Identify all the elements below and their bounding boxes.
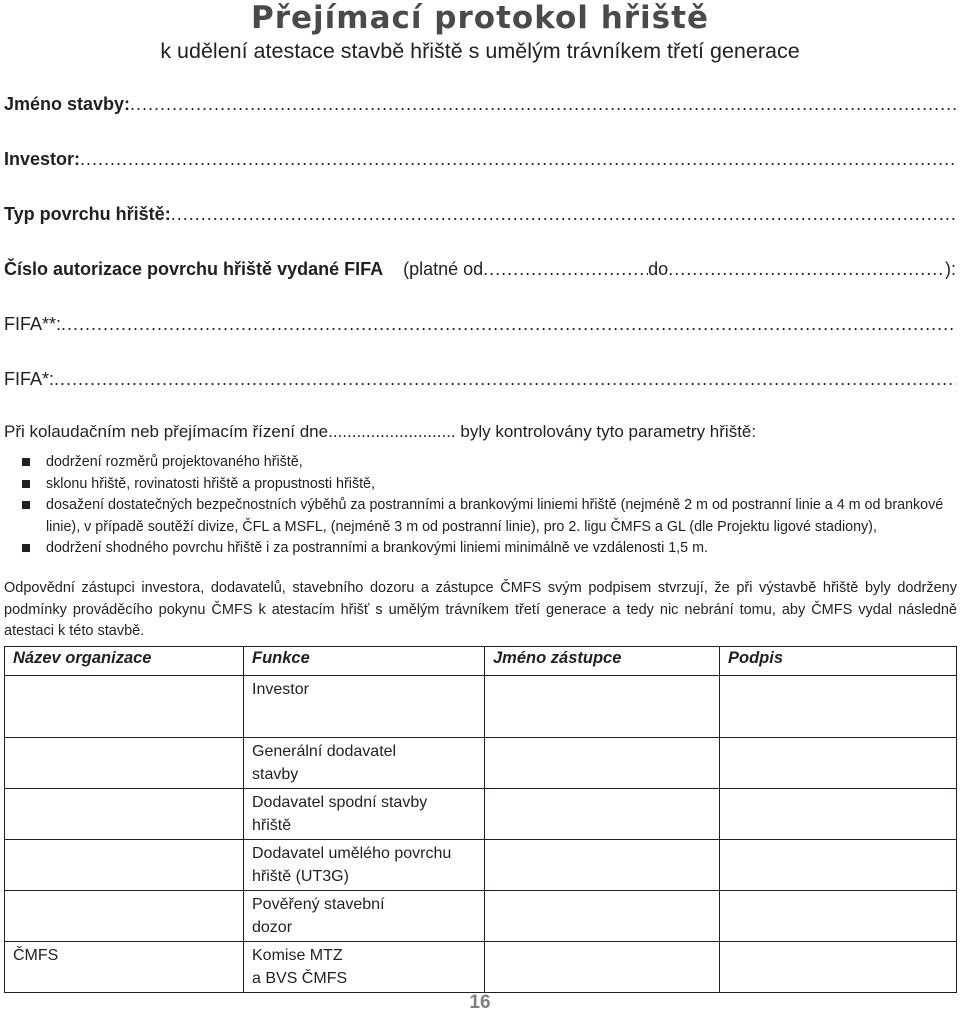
- cell-jmeno[interactable]: [485, 891, 720, 942]
- cell-podpis[interactable]: [720, 840, 957, 891]
- intro-sentence: [4, 420, 756, 444]
- table-row: [5, 738, 957, 789]
- cell-funkce: Dodavatel umělého povrchu hřiště (UT3G): [244, 840, 485, 891]
- table-row: [5, 676, 957, 738]
- col-header-jmeno: Jméno zástupce: [485, 647, 720, 676]
- field-typ-povrchu[interactable]: [4, 202, 956, 226]
- field-do-dots[interactable]: [668, 257, 945, 281]
- field-fifa1-dots[interactable]: [54, 367, 956, 391]
- list-item: dodržení shodného povrchu hřiště i za postranními a brankovými liniemi minimálně ve vzdálenosti 1,5 m.: [22, 538, 952, 560]
- field-platne-od-dots[interactable]: [483, 257, 648, 281]
- cell-podpis[interactable]: [720, 942, 957, 993]
- field-cislo-label: Číslo autorizace povrchu hřiště vydané FIFA: [4, 259, 384, 279]
- cell-funkce: Komise MTZ a BVS ČMFS: [244, 942, 485, 993]
- table-row: [5, 942, 957, 993]
- intro-date-dots[interactable]: ...........................: [328, 422, 456, 441]
- cell-funkce: Generální dodavatel stavby: [244, 738, 485, 789]
- table-row: [5, 891, 957, 942]
- page-title: Přejímací protokol hřiště: [251, 0, 709, 36]
- parameter-list: [22, 452, 952, 560]
- field-end-colon: :: [950, 259, 956, 279]
- table-row: [5, 789, 957, 840]
- table-header-row: [5, 647, 957, 676]
- cell-podpis[interactable]: [720, 738, 957, 789]
- square-bullet-icon: [22, 501, 30, 509]
- list-item: dodržení rozměrů projektovaného hřiště,: [22, 452, 952, 474]
- field-typ-dots[interactable]: [171, 202, 956, 226]
- field-fifa2-label: FIFA**:: [4, 314, 62, 334]
- cell-jmeno[interactable]: [485, 676, 720, 738]
- field-investor-dots[interactable]: [80, 147, 956, 171]
- list-item: sklonu hřiště, rovinatosti hřiště a propustnosti hřiště,: [22, 474, 952, 496]
- field-investor[interactable]: [4, 147, 956, 171]
- field-fifa1-label: FIFA*:: [4, 369, 55, 389]
- intro-before: Při kolaudačním neb přejímacím řízení dne: [4, 422, 329, 441]
- field-end-paren: ): [944, 259, 951, 279]
- cell-jmeno[interactable]: [485, 789, 720, 840]
- cell-podpis[interactable]: [720, 789, 957, 840]
- col-header-funkce: Funkce: [244, 647, 485, 676]
- field-fifa1[interactable]: [4, 367, 956, 391]
- cell-jmeno[interactable]: [485, 840, 720, 891]
- list-item: dosažení dostatečných bezpečnostních výběhů za postranními a brankovými liniemi hřiště (nejméně 2 m od postranní linie a 4 m od brankové linie), v případě soutěží divize, ČFL a MSFL, (nejméně 3 m od postranní linie), pro 2. ligu ČMFS a GL (dle Projektu ligové stadiony),: [22, 495, 952, 538]
- intro-after: byly kontrolovány tyto parametry hřiště:: [455, 422, 757, 441]
- signature-table: [4, 646, 957, 993]
- field-cislo-autorizace[interactable]: [4, 257, 956, 281]
- cell-funkce: Dodavatel spodní stavby hřiště: [244, 789, 485, 840]
- cell-organizace[interactable]: [5, 840, 244, 891]
- field-fifa2-dots[interactable]: [61, 312, 956, 336]
- square-bullet-icon: [22, 458, 30, 466]
- square-bullet-icon: [22, 544, 30, 552]
- cell-organizace[interactable]: [5, 891, 244, 942]
- cell-jmeno[interactable]: [485, 738, 720, 789]
- cell-podpis[interactable]: [720, 676, 957, 738]
- col-header-organizace: Název organizace: [5, 647, 244, 676]
- field-investor-label: Investor:: [4, 149, 81, 169]
- field-fifa2[interactable]: [4, 312, 956, 336]
- field-platne-od-label: (platné od: [403, 259, 484, 279]
- cell-organizace[interactable]: [5, 738, 244, 789]
- field-stavba[interactable]: [4, 92, 956, 116]
- cell-funkce: Investor: [244, 676, 485, 738]
- cell-organizace[interactable]: [5, 789, 244, 840]
- cell-organizace[interactable]: [5, 676, 244, 738]
- table-row: [5, 840, 957, 891]
- field-stavba-dots[interactable]: [130, 92, 956, 116]
- cell-organizace[interactable]: ČMFS: [5, 942, 244, 993]
- square-bullet-icon: [22, 480, 30, 488]
- cell-podpis[interactable]: [720, 891, 957, 942]
- cell-jmeno[interactable]: [485, 942, 720, 993]
- field-do-label: do: [648, 259, 669, 279]
- cell-funkce: Pověřený stavební dozor: [244, 891, 485, 942]
- field-typ-label: Typ povrchu hřiště:: [4, 204, 171, 224]
- page-number: 16: [469, 992, 491, 1013]
- field-stavba-label: Jméno stavby:: [4, 94, 131, 114]
- col-header-podpis: Podpis: [720, 647, 957, 676]
- statement-paragraph: Odpovědní zástupci investora, dodavatelů, stavebního dozoru a zástupce ČMFS svým podpisem stvrzují, že při výstavbě hřiště byly dodrženy podmínky prováděcího pokynu ČMFS k atestacím hřišť s umělým trávníkem třetí generace a tedy nic nebrání tomu, aby ČMFS vydal následně atestaci k této stavbě.: [4, 580, 957, 639]
- page-subtitle: k udělení atestace stavbě hřiště s umělým trávníkem třetí generace: [160, 39, 800, 63]
